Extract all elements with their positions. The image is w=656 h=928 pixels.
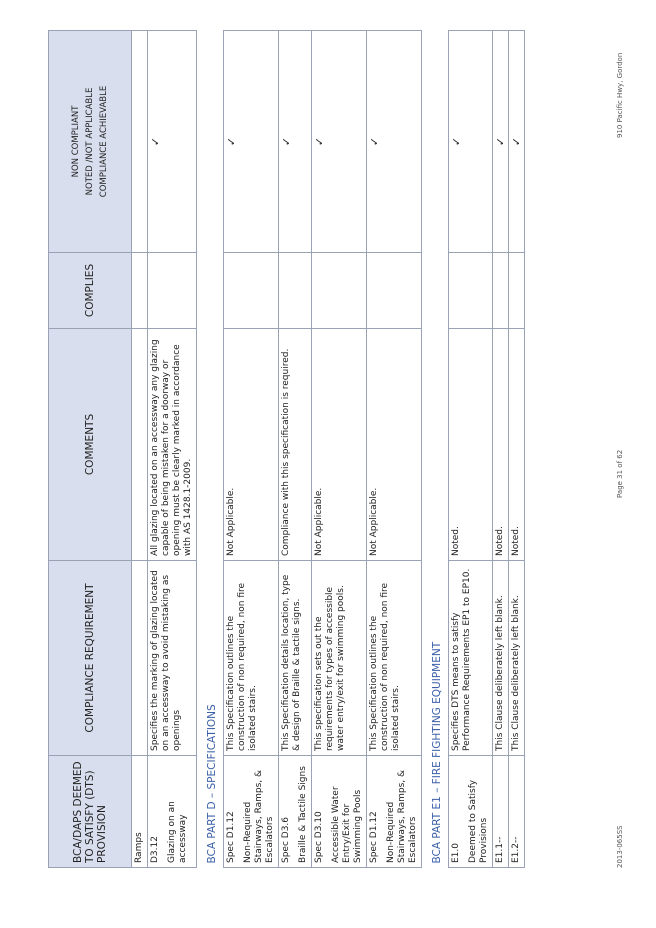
table-row xyxy=(279,31,312,868)
header-comments: COMMENTS xyxy=(49,329,132,561)
status-cell xyxy=(132,31,148,253)
compliance-table xyxy=(48,30,525,868)
section-heading-row xyxy=(197,31,224,868)
section-heading-row xyxy=(422,31,449,868)
noted-tick: ✓ xyxy=(368,136,381,147)
table-row xyxy=(367,31,422,868)
comment-cell xyxy=(132,329,148,561)
header-achievable: COMPLIANCE ACHIEVABLE xyxy=(99,85,109,198)
provision-cell xyxy=(449,756,493,868)
noted-tick: ✓ xyxy=(510,136,523,147)
complies-cell xyxy=(148,253,197,329)
provision-cell xyxy=(367,756,422,868)
provision-name: Braille & Tactile Signs xyxy=(298,766,308,863)
table-header-row xyxy=(49,31,132,868)
status-cell xyxy=(493,31,509,253)
header-requirement: COMPLIANCE REQUIREMENT xyxy=(49,561,132,756)
status-cell xyxy=(312,31,367,253)
complies-cell xyxy=(132,253,148,329)
header-status-group xyxy=(49,31,132,253)
provision-cell xyxy=(148,756,197,868)
comment-cell: Not Applicable. xyxy=(224,329,279,561)
comment-cell: All glazing located on an accessway any glazing capable of being mistaken for a doorway or opening must be clearly marked in accordance with AS 1428.1-2009. xyxy=(148,329,197,561)
complies-cell xyxy=(449,253,493,329)
complies-cell xyxy=(367,253,422,329)
status-cell xyxy=(224,31,279,253)
comment-cell: Noted. xyxy=(449,329,493,561)
section-shade xyxy=(197,31,224,253)
provision-code: Spec D3.10 xyxy=(314,811,324,863)
comment-cell: Not Applicable. xyxy=(367,329,422,561)
provision-code: Spec D3.6 xyxy=(281,816,291,863)
table-row xyxy=(224,31,279,868)
table-row xyxy=(148,31,197,868)
requirement-cell xyxy=(132,561,148,756)
requirement-cell: Specifies DTS means to satisfy Performance Requirements EP1 to EP10. xyxy=(449,561,493,756)
table-row xyxy=(449,31,493,868)
complies-cell xyxy=(509,253,525,329)
provision-cell xyxy=(493,756,509,868)
provision-name: Non-Required Stairways, Ramps, & Escalators xyxy=(243,769,275,863)
header-complies: COMPLIES xyxy=(49,253,132,329)
provision-name: Deemed to Satisfy Provisions xyxy=(468,779,489,863)
provision-code: E1.2-- xyxy=(511,836,521,863)
provision-cell xyxy=(312,756,367,868)
status-cell xyxy=(367,31,422,253)
complies-cell xyxy=(279,253,312,329)
table-row xyxy=(312,31,367,868)
complies-cell xyxy=(312,253,367,329)
footer-doc-number: 2013-065SS xyxy=(616,825,624,868)
achievable-tick: ✓ xyxy=(280,136,293,147)
noted-tick: ✓ xyxy=(313,136,326,147)
comment-cell: Not Applicable. xyxy=(312,329,367,561)
header-noted: NOTED /NOT APPLICABLE xyxy=(85,87,95,196)
provision-name: Accessible Water Entry/Exit for Swimming Pools xyxy=(331,786,363,863)
table-body xyxy=(132,31,525,868)
table-row xyxy=(509,31,525,868)
section-shade xyxy=(422,31,449,253)
status-cell xyxy=(148,31,197,253)
provision-cell xyxy=(224,756,279,868)
complies-cell xyxy=(224,253,279,329)
header-non-compliant: NON COMPLIANT xyxy=(71,105,81,178)
provision-cell xyxy=(132,756,148,868)
requirement-cell: This specification sets out the requirements for types of accessible water entry/exit for swimming pools. xyxy=(312,561,367,756)
requirement-cell: This Clause deliberately left blank. xyxy=(509,561,525,756)
section-title: BCA PART E1 – FIRE FIGHTING EQUIPMENT xyxy=(422,253,449,868)
footer-page-number: Page 31 of 62 xyxy=(616,449,624,498)
achievable-tick: ✓ xyxy=(149,136,162,147)
header-provision: BCA/DAPS DEEMED TO SATISFY (DTS) PROVISION xyxy=(49,756,132,868)
requirement-cell: Specifies the marking of glazing located on an accessway to avoid mistaking as openings xyxy=(148,561,197,756)
footer-address: 910 Pacific Hwy, Gordon xyxy=(616,52,624,138)
provision-cell xyxy=(509,756,525,868)
requirement-cell: This Clause deliberately left blank. xyxy=(493,561,509,756)
provision-code: Spec D1.12 xyxy=(369,811,379,863)
noted-tick: ✓ xyxy=(494,136,507,147)
noted-tick: ✓ xyxy=(450,136,463,147)
provision-name: Glazing on an accessway xyxy=(167,801,188,863)
provision-code: E1.1-- xyxy=(495,836,505,863)
comment-cell: Compliance with this specification is required. xyxy=(279,329,312,561)
table-row xyxy=(493,31,509,868)
provision-code: D3.12 xyxy=(150,836,160,863)
status-cell xyxy=(279,31,312,253)
section-title: BCA PART D – SPECIFICATIONS xyxy=(197,253,224,868)
requirement-cell: This Specification outlines the construction of non required, non fire isolated stairs. xyxy=(224,561,279,756)
comment-cell: Noted. xyxy=(493,329,509,561)
complies-cell xyxy=(493,253,509,329)
status-cell xyxy=(449,31,493,253)
table-row xyxy=(132,31,148,868)
provision-code: Ramps xyxy=(134,832,144,863)
status-cell xyxy=(509,31,525,253)
provision-code: E1.0 xyxy=(451,843,461,863)
requirement-cell: This Specification details location, type & design of Braille & tactile signs. xyxy=(279,561,312,756)
provision-name: Non-Required Stairways, Ramps, & Escalators xyxy=(386,769,418,863)
provision-cell xyxy=(279,756,312,868)
noted-tick: ✓ xyxy=(225,136,238,147)
requirement-cell: This Specification outlines the construction of non required, non fire isolated stairs. xyxy=(367,561,422,756)
provision-code: Spec D1.12 xyxy=(226,811,236,863)
comment-cell: Noted. xyxy=(509,329,525,561)
